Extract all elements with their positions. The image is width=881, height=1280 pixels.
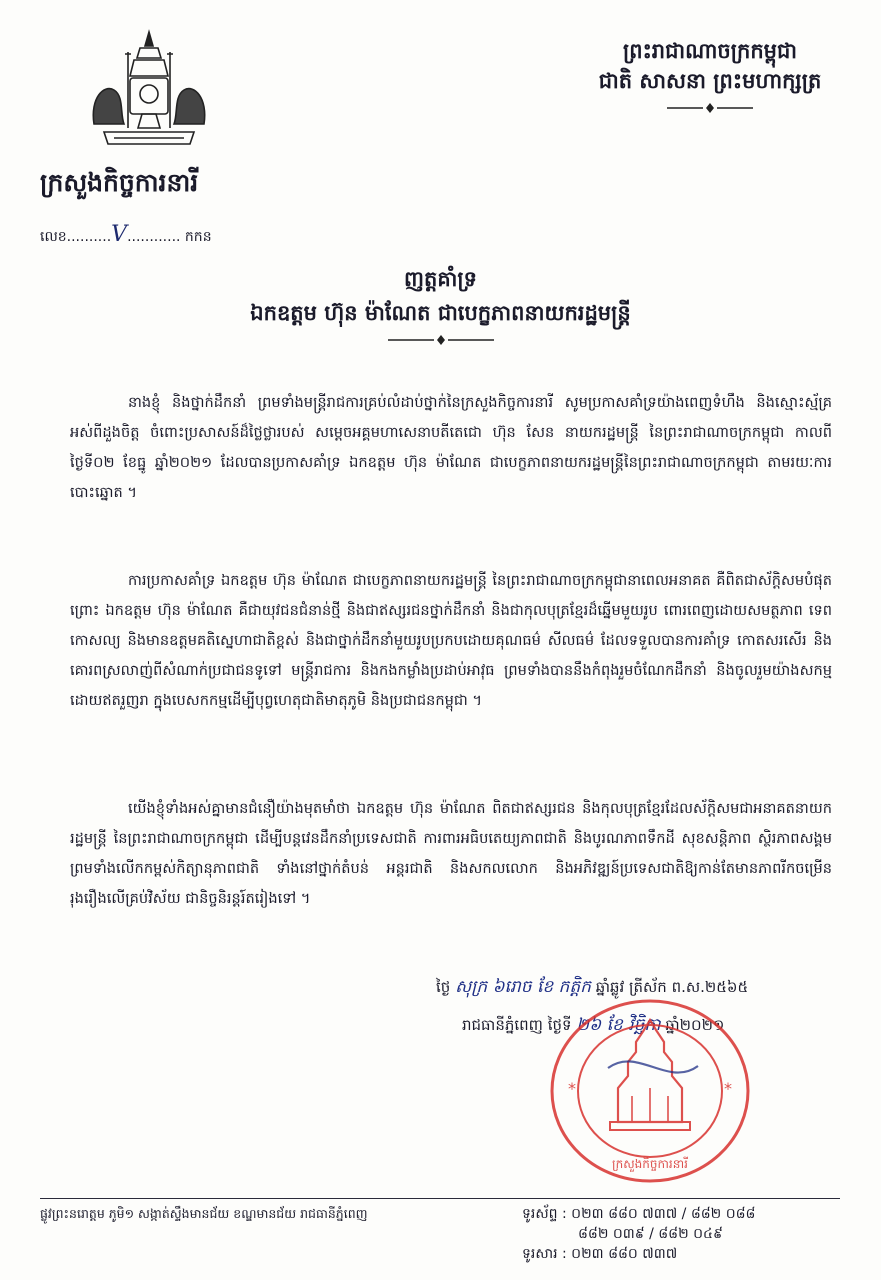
paragraph-3: [70, 794, 832, 914]
solar-date-prefix: រាជធានីភ្នំពេញ ថ្ងៃទី: [462, 1016, 572, 1034]
solar-date-suffix: ឆ្នាំ២០២១: [665, 1016, 725, 1034]
kingdom-header: [560, 36, 860, 118]
ornament-divider-icon: [386, 334, 496, 346]
document-title: [0, 262, 881, 350]
fax-row: [522, 1244, 755, 1264]
telephone-row-2: ៨៨២ ០៣៩ / ៨៨២ ០៤៩: [578, 1226, 723, 1242]
paragraph-1-text: នាងខ្ញុំ និងថ្នាក់ដឹកនាំ ព្រមទាំងមន្ត្រីរាជការគ្រប់លំដាប់ថ្នាក់នៃក្រសួងកិច្ចការនារី សូមប្រកាសគាំទ្រយ៉ាងពេញទំហឹង និងស្មោះស្ម័គ្រអស់ពីដួងចិត្ត ចំពោះប្រសាសន៍ដ៏ថ្លៃថ្លារបស់ សម្តេចអគ្គមហាសេនាបតីតេជោ ហ៊ុន សែន នាយករដ្ឋមន្ត្រី នៃព្រះរាជាណាចក្រកម្ពុជា កាលពីថ្ងៃទី០២ ខែធ្នូ ឆ្នាំ២០២១ ដែលបានប្រកាសគាំទ្រ ឯកឧត្តម ហ៊ុន ម៉ាណែត ជាបេក្ខភាពនាយករដ្ឋមន្ត្រីនៃព្រះរាជាណាចក្រកម្ពុជា តាមរយៈការបោះឆ្នោត ។: [70, 394, 832, 501]
ref-number: V: [111, 222, 128, 247]
title-line-1: ញត្តគាំទ្រ: [404, 267, 477, 291]
official-stamp-icon: [548, 996, 752, 1186]
reference-number: [40, 222, 212, 248]
ornament-divider-icon: [665, 102, 755, 114]
royal-emblem-icon: [84, 28, 214, 150]
national-motto: ជាតិ សាសនា ព្រះមហាក្សត្រ: [598, 69, 822, 93]
telephone-row-1: [522, 1204, 755, 1224]
svg-text:*: *: [724, 1079, 732, 1098]
title-line-2: ឯកឧត្តម ហ៊ុន ម៉ាណែត ជាបេក្ខភាពនាយករដ្ឋមន្ត្រី: [250, 301, 631, 325]
tel-label: ទូរស័ព្ទ :: [522, 1206, 567, 1222]
svg-text:*: *: [568, 1079, 576, 1098]
stamp-ring-text: ក្រសួងកិច្ចការនារី: [612, 1157, 688, 1171]
lunar-date-handwritten: សុក្រ ៦រោច ខែ កត្តិក: [455, 977, 591, 997]
ref-suffix: ............ កកន: [127, 229, 212, 245]
footer-contacts: [522, 1204, 755, 1264]
paragraph-2: [70, 566, 832, 716]
paragraph-3-text: យើងខ្ញុំទាំងអស់គ្នាមានជំនឿយ៉ាងមុតមាំថា ឯកឧត្តម ហ៊ុន ម៉ាណែត ពិតជាឥស្សរជន និងកុលបុត្រខ្មែរដែលស័ក្តិសមជាអនាគតនាយករដ្ឋមន្ត្រី នៃព្រះរាជាណាចក្រកម្ពុជា ដើម្បីបន្តវេនដឹកនាំប្រទេសជាតិ ការពារអធិបតេយ្យភាពជាតិ និងបូរណភាពទឹកដី សុខសន្តិភាព ស្ថិរភាពសង្គម ព្រមទាំងលើកកម្ពស់កិត្យានុភាពជាតិ ទាំងនៅថ្នាក់តំបន់ អន្តរជាតិ និងសកលលោក និងអភិវឌ្ឍន៍ប្រទេសជាតិឱ្យកាន់តែមានភាពរីកចម្រើនរុងរឿងលើគ្រប់វិស័យ ជានិច្ចនិរន្តរ៍តរៀងទៅ ។: [70, 800, 832, 907]
fax-number: ០២៣ ៨៨០ ៧៣៧: [571, 1246, 678, 1262]
ref-prefix: លេខ..........: [40, 229, 112, 245]
lunar-date-suffix: ឆ្នាំឆ្លូវ ត្រីស័ក ព.ស.២៥៦៥: [595, 978, 749, 996]
solar-date-handwritten: ២៦ ខែ វិច្ឆិកា: [576, 1015, 661, 1035]
kingdom-name: ព្រះរាជាណាចក្រកម្ពុជា: [622, 39, 797, 63]
lunar-date-prefix: ថ្ងៃ: [436, 978, 451, 996]
paragraph-2-text: ការប្រកាសគាំទ្រ ឯកឧត្តម ហ៊ុន ម៉ាណែត ជាបេក្ខភាពនាយករដ្ឋមន្ត្រី នៃព្រះរាជាណាចក្រកម្ពុជានាពេលអនាគត គឺពិតជាស័ក្តិសមបំផុត ព្រោះ ឯកឧត្តម ហ៊ុន ម៉ាណែត គឺជាយុវជនជំនាន់ថ្មី និងជាឥស្សរជនថ្នាក់ដឹកនាំ និងជាកុលបុត្រខ្មែរដ៏ឆ្នើមមួយរូប ពោរពេញដោយសមត្ថភាព ទេពកោសល្យ និងមានឧត្តមគតិស្នេហាជាតិខ្ពស់ និងជាថ្នាក់ដឹកនាំមួយរូបប្រកបដោយគុណធម៌ សីលធម៌ ដែលទទួលបានការគាំទ្រ កោតសរសើរ និងគោរពស្រលាញ់ពីសំណាក់ប្រជាជនទូទៅ មន្ត្រីរាជការ និងកងកម្លាំងប្រដាប់អាវុធ ព្រមទាំងបាននឹងកំពុងរួមចំណែកដឹកនាំ និងចូលរួមយ៉ាងសកម្ម ដោយឥតរួញរា ក្នុងបេសកកម្មដើម្បីបុព្វហេតុជាតិមាតុភូមិ និងប្រជាជនកម្ពុជា ។: [70, 572, 832, 709]
tel-number-1: ០២៣ ៨៨០ ៧៣៧ / ៨៨២ ០៨៨: [571, 1206, 756, 1222]
paragraph-1: [70, 388, 832, 508]
footer-address: ផ្លូវព្រះនរោត្តម ភូមិ១ សង្កាត់ស្ទឹងមានជ័យ ខណ្ឌមានជ័យ រាជធានីភ្នំពេញ: [40, 1206, 368, 1221]
fax-label: ទូរសារ :: [522, 1246, 567, 1262]
footer-divider: [40, 1198, 840, 1199]
ministry-name: ក្រសួងកិច្ចការនារី: [40, 168, 199, 197]
